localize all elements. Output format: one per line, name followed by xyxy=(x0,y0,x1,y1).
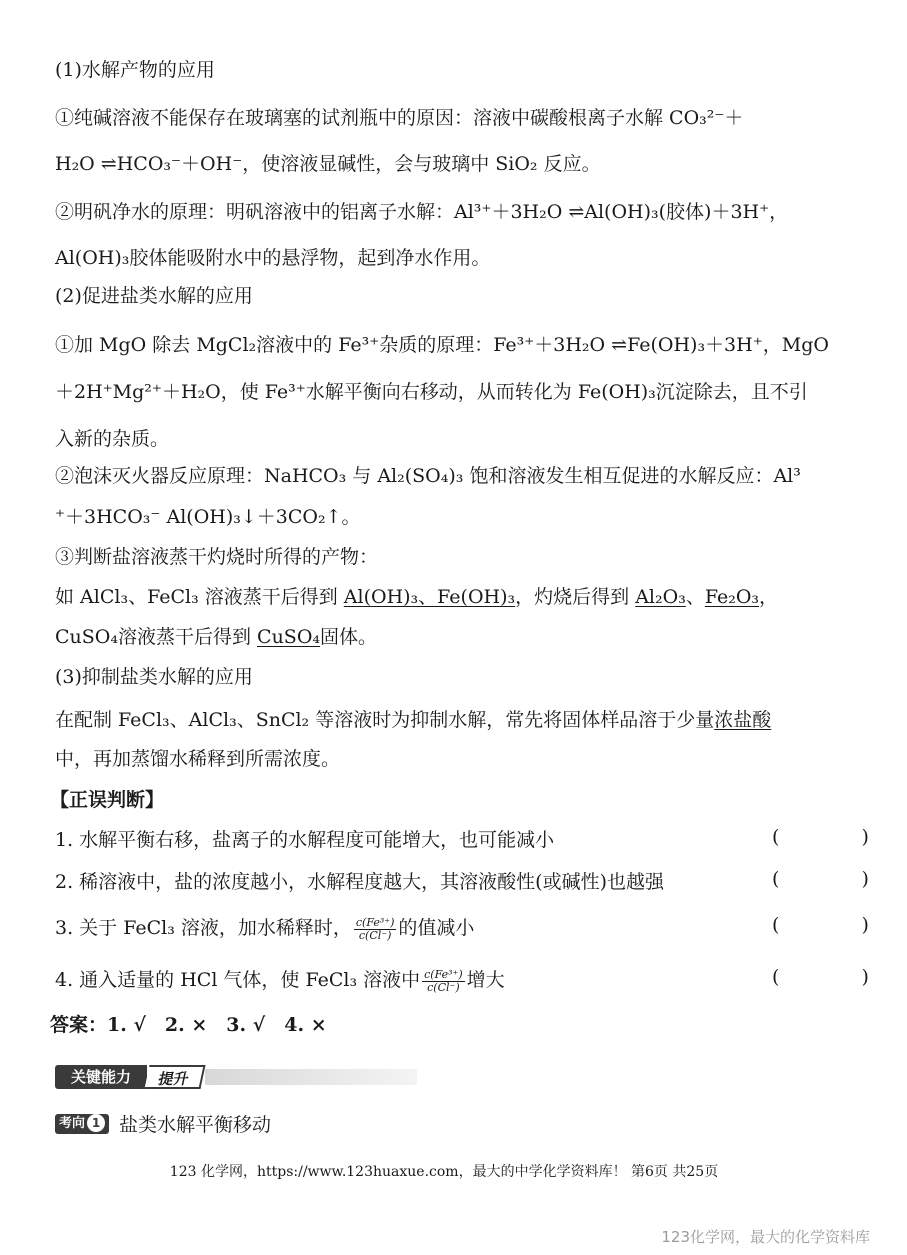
fraction-numerator: c(Fe³⁺) xyxy=(355,915,395,929)
text-segment: ，灼烧后得到 xyxy=(515,586,636,608)
judgement-q1: 1. 水解平衡右移，盐离子的水解程度可能增大，也可能减小 xyxy=(55,829,555,851)
s1-item2-line1: ②明矾净水的原理：明矾溶液中的铝离子水解：Al³⁺＋3H₂O ⇌Al(OH)₃(胶体)＋3H⁺， xyxy=(55,201,789,223)
s2-item2-line2: ⁺＋3HCO₃⁻ Al(OH)₃↓＋3CO₂↑。 xyxy=(55,506,361,528)
direction-tag xyxy=(55,1110,271,1137)
text-segment: 3. 关于 FeCl₃ 溶液，加水稀释时， xyxy=(55,917,352,939)
answer-paren: ( ) xyxy=(772,966,907,988)
answer-blank: CuSO₄ xyxy=(257,626,321,648)
banner-gradient xyxy=(205,1069,417,1085)
direction-number: 1 xyxy=(87,1114,105,1132)
text-segment: 如 AlCl₃、FeCl₃ 溶液蒸干后得到 xyxy=(55,586,344,608)
direction-badge-label: 考向 xyxy=(59,1115,86,1131)
answer-paren: ( ) xyxy=(772,868,907,890)
answer-blank: Al₂O₃ xyxy=(635,586,686,608)
text-segment: 的值减小 xyxy=(398,917,475,939)
text-segment: CuSO₄溶液蒸干后得到 xyxy=(55,626,258,648)
page-footer: 123 化学网，https://www.123huaxue.com，最大的中学化学资料库！ 第6页 共25页 xyxy=(169,1164,719,1180)
s3-line2: 中，再加蒸馏水稀释到所需浓度。 xyxy=(55,748,341,770)
section-3-title: (3)抑制盐类水解的应用 xyxy=(55,666,253,688)
judgement-q3 xyxy=(55,914,474,942)
answer-line: 答案：1. √ 2. × 3. √ 4. × xyxy=(50,1014,327,1036)
s2-item3-products-line2 xyxy=(55,623,377,651)
key-ability-banner xyxy=(55,1065,415,1089)
judgement-title: 【正误判断】 xyxy=(50,789,165,811)
concentration-fraction xyxy=(422,969,465,994)
answer-paren: ( ) xyxy=(772,914,907,936)
fraction-denominator: c(Cl⁻) xyxy=(358,928,392,942)
s2-item1-line3: 入新的杂质。 xyxy=(55,428,170,450)
s2-item1-line2: ＋2H⁺Mg²⁺＋H₂O，使 Fe³⁺水解平衡向右移动，从而转化为 Fe(OH)₃沉淀除去，且不引 xyxy=(55,381,808,403)
section-1-title: (1)水解产物的应用 xyxy=(55,59,215,81)
s2-item1-line1: ①加 MgO 除去 MgCl₂溶液中的 Fe³⁺杂质的原理：Fe³⁺＋3H₂O ⇌Fe(OH)₃＋3H⁺，MgO xyxy=(55,334,829,356)
watermark: 123化学网，最大的化学资料库 xyxy=(661,1228,870,1246)
answer-blank: Fe₂O₃ xyxy=(704,586,760,608)
banner-light-label: 提升 xyxy=(144,1065,205,1089)
s3-line1 xyxy=(55,706,771,734)
answer-paren: ( ) xyxy=(772,826,907,848)
answer-blank: Al(OH)₃、Fe(OH)₃ xyxy=(343,586,516,608)
judgement-q2: 2. 稀溶液中，盐的浓度越小，水解程度越大，其溶液酸性(或碱性)也越强 xyxy=(55,871,664,893)
text-segment: 在配制 FeCl₃、AlCl₃、SnCl₂ 等溶液时为抑制水解，常先将固体样品溶于少量 xyxy=(55,709,715,731)
text-segment: 、 xyxy=(685,586,705,608)
direction-title: 盐类水解平衡移动 xyxy=(119,1114,272,1136)
text-segment: ， xyxy=(759,586,779,608)
s2-item3-products-line1 xyxy=(55,583,778,611)
concentration-fraction xyxy=(354,917,397,942)
s1-item2-line2: Al(OH)₃胶体能吸附水中的悬浮物，起到净水作用。 xyxy=(55,247,491,269)
s2-item2-line1: ②泡沫灭火器反应原理：NaHCO₃ 与 Al₂(SO₄)₃ 饱和溶液发生相互促进的水解反应：Al³ xyxy=(55,465,801,487)
s1-item1-line2: H₂O ⇌HCO₃⁻＋OH⁻，使溶液显碱性，会与玻璃中 SiO₂ 反应。 xyxy=(55,153,601,175)
text-segment: 增大 xyxy=(466,969,505,991)
text-segment: 固体。 xyxy=(320,626,378,648)
text-segment: 4. 通入适量的 HCl 气体，使 FeCl₃ 溶液中 xyxy=(55,969,421,991)
direction-badge xyxy=(55,1114,109,1134)
section-2-title: (2)促进盐类水解的应用 xyxy=(55,285,253,307)
s2-item3-heading: ③判断盐溶液蒸干灼烧时所得的产物： xyxy=(55,546,379,568)
answer-blank: 浓盐酸 xyxy=(714,709,772,731)
banner-dark-label: 关键能力 xyxy=(55,1065,147,1089)
s1-item1-line1: ①纯碱溶液不能保存在玻璃塞的试剂瓶中的原因：溶液中碳酸根离子水解 CO₃²⁻＋ xyxy=(55,107,744,129)
fraction-denominator: c(Cl⁻) xyxy=(427,980,460,994)
judgement-q4 xyxy=(55,966,505,994)
fraction-numerator: c(Fe³⁺) xyxy=(424,967,463,981)
